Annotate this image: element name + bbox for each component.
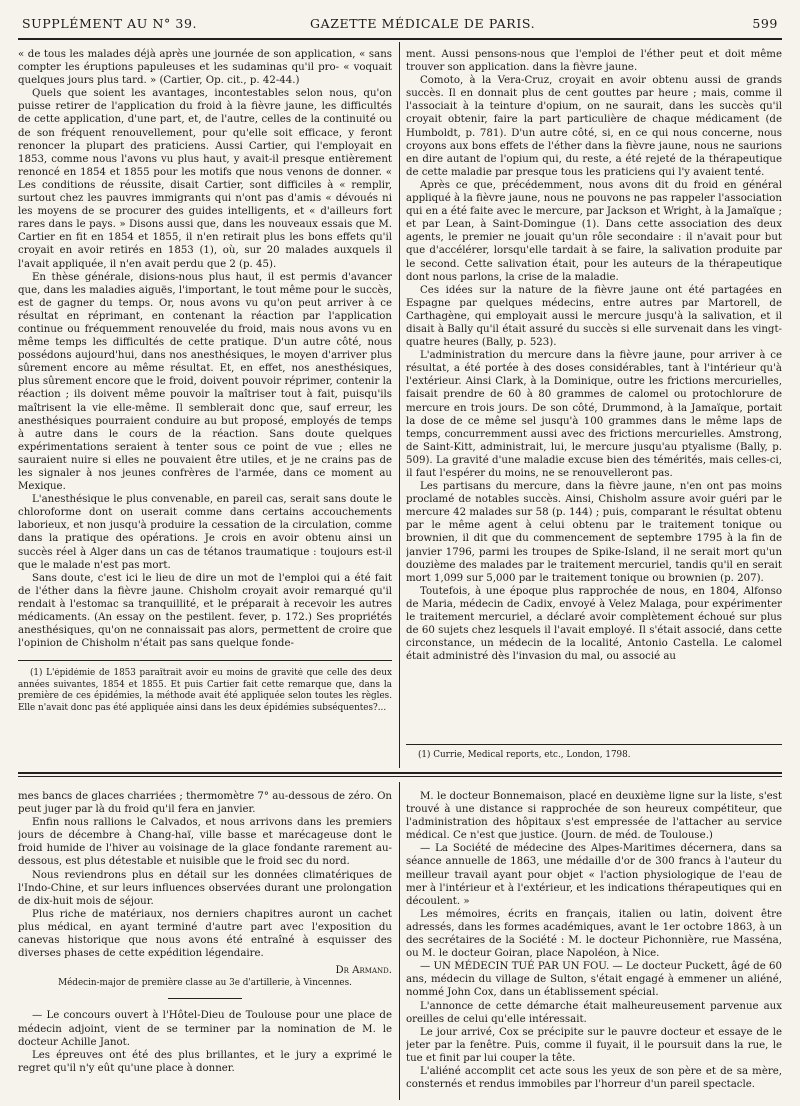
paragraph: Les partisans du mercure, dans la fièvre jaune, n'en ont pas moins proclamé de notables succès. Ainsi, Chisholm assure avoir guéri par le mercure 42 malades sur 58 (p. 144) ; puis, comparant le résultat obtenu par le même agent à celui obtenu par le traitement tonique ou brownien, il dit que du commencement de septembre 1795 à la fin de janvier 1796, parmi les troupes de Spike-Island, il ne serait mort qu'un douzième des malades par le traitement mercuriel, tandis qu'il en serait mort 1,099 sur 5,000 par le traitement tonique ou brownien (p. 207). <box>406 481 782 584</box>
footnote-rule-right <box>406 744 782 745</box>
paragraph: Sans doute, c'est ici le lieu de dire un mot de l'emploi qui a été fait de l'éther dans la fièvre jaune. Chisholm croyait avoir remarqué qu'il rendait à l'estomac sa tranquillité, et le préparait à recevoir les autres médicaments. (An essay on the pestilent. fever, p. 172.) Ses propriétés anesthésiques, qu'on ne connaissait pas alors, permettent de croire que l'opinion de Chisholm n'était pas sans quelque fonde- <box>18 572 392 648</box>
paragraph: Comoto, à la Vera-Cruz, croyait en avoir obtenu aussi de grands succès. Il en donnait plus de cent gouttes par heure ; mais, comme il l'associait à la teinture d'opium, on ne saurait, dans les succès qu'il croyait obtenir, faire la part particulière de chaque médicament (de Humboldt, p. 781). D'un autre côté, si, en ce qui nous concerne, nous croyons aux bons effets de l'éther dans la fièvre jaune, nous ne saurions en dire autant de l'opium qui, du reste, a été rejeté de la thérapeutique de cette maladie par presque tous les praticiens qui l'y avaient tenté. <box>406 75 782 178</box>
news-separator <box>168 998 242 999</box>
paragraph: mes bancs de glaces charriées ; thermomètre 7° au-dessous de zéro. On peut juger par là du froid qu'il fera en janvier. <box>18 791 392 816</box>
paragraph: Enfin nous rallions le Calvados, et nous arrivons dans les premiers jours de décembre à Chang-haï, ville basse et marécageuse dont le froid humide de l'hiver au voisinage de la glace fondante rarement au-dessous, est plus détestable et nuisible que le froid sec du nord. <box>18 817 392 868</box>
paragraph: L'administration du mercure dans la fièvre jaune, pour arriver à ce résultat, a été portée à des doses considérables, tant à l'intérieur qu'à l'extérieur. Ainsi Clark, à la Dominique, outre les frictions mercurielles, faisait prendre de 60 à 80 grammes de calomel ou protochlorure de mercure en trois jours. De son côté, Drummond, à la Jamaïque, portait la dose de ce même sel jusqu'à 100 grammes dans le même laps de temps, concurremment aussi avec des frictions mercurielles. Amstrong, de Saint-Kitt, administrait, lui, le mercure jusqu'au ptyalisme (Bally, p. 509). La gravité d'une maladie excuse bien des témérités, mais celles-ci, il faut l'espérer du moins, ne se renouvelleront pas. <box>406 350 782 479</box>
paragraph: Les mémoires, écrits en français, italien ou latin, doivent être adressés, dans les formes académiques, avant le 1er octobre 1863, à un des secrétaires de la Société : M. le docteur Pichonnière, rue Masséna, ou M. le docteur Goiran, place Napoléon, à Nice. <box>406 908 782 960</box>
paragraph: En thèse générale, disions-nous plus haut, il est permis d'avancer que, dans les maladies aiguës, l'important, le tout même pour le succès, est de gagner du temps. Or, nous avons vu qu'on peut arriver à ce résultat en réprimant, en contenant la réaction par l'application continue ou fréquemment renouvelée du froid, mais nous avons vu en même temps les difficultés de cette pratique. D'un autre côté, nous possédons aujourd'hui, dans nos anesthésiques, le moyen d'arriver plus sûrement encore au même résultat. Et, en effet, nos anesthésiques, plus sûrement encore que le froid, doivent pouvoir réprimer, contenir la réaction ; ils doivent même pouvoir la maîtriser tout à fait, puisqu'ils maîtrisent la vie elle-même. Il semblerait donc que, sauf erreur, les anesthésiques pourraient conduire au but proposé, employés de temps à autre dans le cours de la réaction. Sans doute quelques expérimentations seraient à tenter sous ce point de vue ; elles ne sauraient nuire si elles ne pouvaient être utiles, et je ne crains pas de les signaler à nos jeunes confrères de l'armée, dans ce moment au Mexique. <box>18 271 392 493</box>
news-item: — La Société de médecine des Alpes-Maritimes décernera, dans sa séance annuelle de 1863, une médaille d'or de 300 francs à l'auteur du meilleur travail ayant pour objet « l'action physiologique de l'eau de mer à l'intérieur et à l'extérieur, et les indications thérapeutiques qui en découlent. » <box>406 843 782 907</box>
paragraph: Nous reviendrons plus en détail sur les données climatériques de l'Indo-Chine, et sur leurs influences observées durant une prolongation de dix-huit mois de séjour. <box>18 869 392 907</box>
column-divider-bottom <box>399 782 400 1100</box>
paragraph: L'annonce de cette démarche était malheureusement parvenue aux oreilles de celui qu'elle intéressait. <box>406 1000 782 1025</box>
page-number: 599 <box>752 16 778 31</box>
header-supplement: SUPPLÉMENT AU N° 39. <box>22 16 198 31</box>
footnote: (1) Currie, Medical reports, etc., London, 1798. <box>418 750 631 760</box>
bottom-left-column <box>18 790 392 1102</box>
top-left-column <box>18 48 392 648</box>
footnote-rule-left <box>18 660 392 661</box>
footnote-left <box>18 668 392 748</box>
paragraph: « de tous les malades déjà après une journée de son application, « sans compter les éruptions papuleuses et les sudaminas qu'il pro- « voquait quelques jours plus tard. » (Cartier, Op. cit., p. 42-44.) <box>18 49 392 87</box>
paragraph: M. le docteur Bonnemaison, placé en deuxième ligne sur la liste, s'est trouvé à une distance si rapprochée de son heureux compétiteur, que l'administration des hôpitaux s'est empressée de l'attacher au service médical. Ce n'est que justice. (Journ. de méd. de Toulouse.) <box>406 791 782 842</box>
news-item: — UN MÉDECIN TUÉ PAR UN FOU. — Le docteur Puckett, âgé de 60 ans, médecin du village de Sulton, s'était engagé à emmener un aliéné, nommé John Cox, dans un établissement spécial. <box>406 961 782 999</box>
footnote: (1) L'épidémie de 1853 paraîtrait avoir eu moins de gravité que celle des deux années suivantes, 1854 et 1855. Et puis Cartier fait cette remarque que, dans la première de ces épidémies, la méthode avait été appliquée selon toutes les règles. Elle n'avait donc pas été appliquée ainsi dans les deux épidémies subséquentes?... <box>18 668 392 713</box>
author-title: Médecin-major de première classe au 3e d'artillerie, à Vincennes. <box>58 978 352 989</box>
paragraph: Le jour arrivé, Cox se précipite sur le pauvre docteur et essaye de le jeter par la fenêtre. Puis, comme il fuyait, il le poursuit dans la rue, le tue et finit par lui couper la tête. <box>406 1026 782 1064</box>
paragraph: Toutefois, à une époque plus rapprochée de nous, en 1804, Alfonso de Maria, médecin de Cadix, envoyé à Velez Malaga, pour expérimenter le traitement mercuriel, a déclaré avoir complètement échoué sur plus de 60 sujets chez lesquels il l'avait employé. Il s'était associé, dans cette circonstance, un médecin de la localité, Antonio Castella. Le calomel était administré dès l'invasion du mal, ou associé au <box>406 585 782 663</box>
paragraph: L'aliéné accomplit cet acte sous les yeux de son père et de sa mère, consternés et rendus immobiles par l'horreur d'un pareil spectacle. <box>406 1065 782 1091</box>
section-divider <box>18 772 782 774</box>
paragraph: Quels que soient les avantages, incontestables selon nous, qu'on puisse retirer de l'application du froid à la fièvre jaune, les difficultés de cette application, d'une part, et, de l'autre, celles de la continuité ou de son fréquent renouvellement, pour qu'elle soit efficace, y feront renoncer la plupart des praticiens. Aussi Cartier, qui l'employait en 1853, comme nous l'avons vu plus haut, y avait-il presque entièrement renoncé en 1854 et 1855 pour les motifs que nous venons de donner. « Les conditions de réussite, disait Cartier, sont difficiles à « remplir, surtout chez les pauvres immigrants qui n'ont pas d'amis « dévoués ni les moyens de se procurer des guides intelligents, et « d'ailleurs fort rares dans le pays. » Disons aussi que, dans les nouveaux essais que M. Cartier en fit en 1854 et 1855, il n'en retirait plus les bons effets qu'il croyait en avoir retirés en 1853 (1), où, sur 20 malades auxquels il l'avait appliquée, il n'en avait perdu que 2 (p. 45). <box>18 88 392 270</box>
author-signature: Dr Armand. <box>335 965 392 977</box>
top-right-column <box>406 48 782 738</box>
paragraph: Plus riche de matériaux, nos derniers chapitres auront un cachet plus médical, en ayant terminé d'autre part avec l'exposition du canevas historique que nous avons été entraîné à esquisser des diverses phases de cette expédition légendaire. <box>18 908 392 960</box>
paragraph: L'anesthésique le plus convenable, en pareil cas, serait sans doute le chloroforme dont on userait comme dans certains accouchements laborieux, et non jusqu'à produire la cessation de la circulation, comme dans la pratique des opérations. Je crois en avoir obtenu ainsi un succès réel à Alger dans un cas de tétanos traumatique : toujours est-il que le malade n'est pas mort. <box>18 494 392 571</box>
footnote-right <box>406 750 782 766</box>
paragraph: Ces idées sur la nature de la fièvre jaune ont été partagées en Espagne par quelques médecins, entre autres par Martorell, de Carthagène, qui employait aussi le mercure jusqu'à la salivation, et il disait à Bally qu'il était assuré du succès si elle survenait dans les vingt-quatre heures (Bally, p. 523). <box>406 284 782 349</box>
paragraph: ment. Aussi pensons-nous que l'emploi de l'éther peut et doit même trouver son application. dans la fièvre jaune. <box>406 49 782 74</box>
header-rule <box>18 38 782 40</box>
header-journal-title: GAZETTE MÉDICALE DE PARIS. <box>310 16 536 31</box>
column-divider-top <box>399 42 400 768</box>
paragraph: Après ce que, précédemment, nous avons dit du froid en général appliqué à la fièvre jaune, nous ne pouvons ne pas rappeler l'association qui en a été faite avec le mercure, par Jackson et Wright, à la Jamaïque ; et par Lean, à Saint-Domingue (1). Dans cette association des deux agents, le premier ne jouait qu'un rôle secondaire : il n'avait pour but que d'accélérer, lorsqu'elle tardait à se faire, la salivation produite par le second. Cette salivation était, pour les auteurs de la thérapeutique dont nous parlons, la crise de la maladie. <box>406 179 782 283</box>
page-header <box>22 16 778 36</box>
news-item: — Le concours ouvert à l'Hôtel-Dieu de Toulouse pour une place de médecin adjoint, vient de se terminer par la nomination de M. le docteur Achille Janot. <box>18 1010 392 1048</box>
section-divider-thin <box>18 776 782 777</box>
bottom-right-column <box>406 790 782 1102</box>
news-item: Les épreuves ont été des plus brillantes, et le jury a exprimé le regret qu'il n'y eût qu'une place à donner. <box>18 1049 392 1074</box>
